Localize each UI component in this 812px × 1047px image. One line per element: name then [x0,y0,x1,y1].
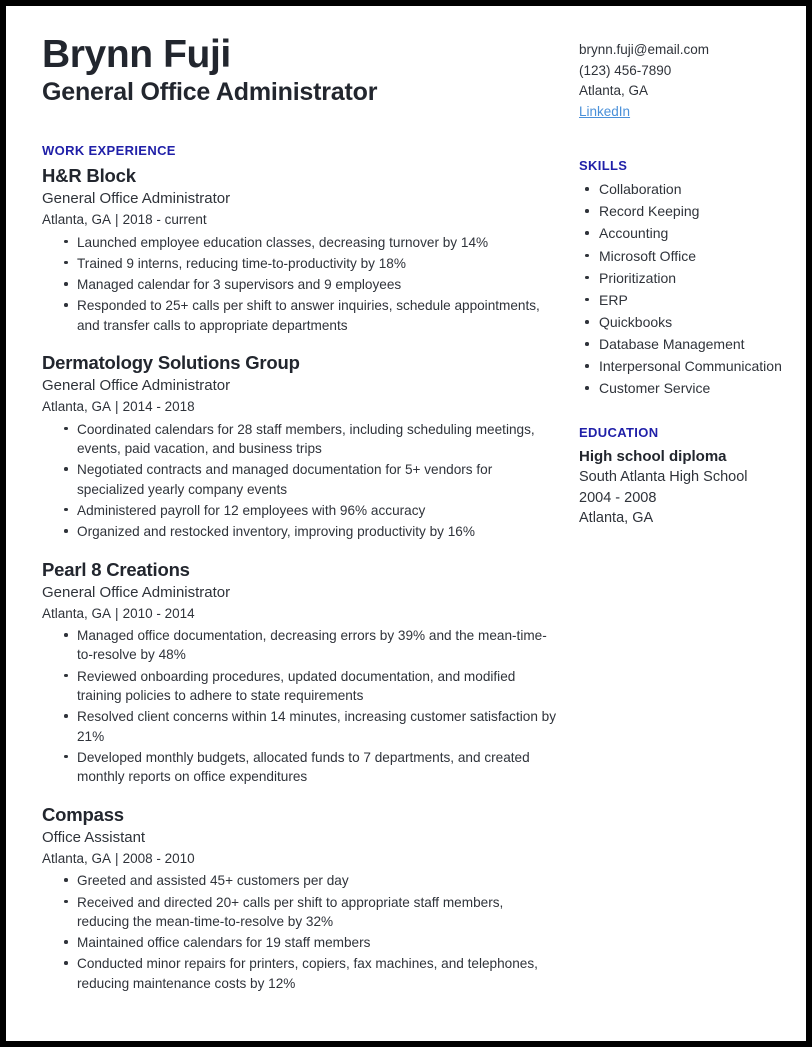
job-role: General Office Administrator [42,377,231,395]
job-role: Office Assistant [42,828,146,846]
job-bullet-list [42,871,557,993]
job-company: H&R Block [42,164,136,186]
skill-item: Interpersonal Communication [579,356,794,376]
job-bullet: Reviewed onboarding procedures, updated documentation, and modified training policies to adhere to state requirements [42,667,557,706]
section-heading-skills: SKILLS [579,158,628,174]
skill-item: Accounting [579,223,794,243]
job-bullet: Conducted minor repairs for printers, copiers, fax machines, and telephones, reducing maintenance costs by 12% [42,954,557,993]
job-company: Dermatology Solutions Group [42,352,300,374]
skill-item: Prioritization [579,268,794,288]
job-bullet: Administered payroll for 12 employees with 96% accuracy [42,501,557,520]
skill-item: Record Keeping [579,201,794,221]
section-heading-work-experience: WORK EXPERIENCE [42,142,176,158]
job-meta [42,397,557,417]
section-heading-education: EDUCATION [579,424,659,440]
job-company: Compass [42,803,124,825]
job-bullet-list [42,626,557,786]
education-section [579,425,794,530]
education-location: Atlanta, GA [579,510,654,527]
job-bullet: Coordinated calendars for 28 staff members, including scheduling meetings, events, paid vacation, and business trips [42,420,557,459]
skill-item: Customer Service [579,378,794,398]
contact-location: Atlanta, GA [579,83,649,99]
job-meta-separator: | [115,211,119,227]
job-bullet: Negotiated contracts and managed documentation for 5+ vendors for specialized yearly company events [42,460,557,499]
job-role: General Office Administrator [42,189,231,207]
job-dates: 2008 - 2010 [122,850,195,866]
job-location: Atlanta, GA [42,399,112,415]
job-bullet-list [42,233,557,335]
job-meta-separator: | [115,605,119,621]
job-location: Atlanta, GA [42,850,112,866]
job-bullet: Managed office documentation, decreasing errors by 39% and the mean-time-to-resolve by 48% [42,626,557,665]
education-school: South Atlanta High School [579,468,748,485]
job-dates: 2010 - 2014 [122,605,195,621]
job-meta [42,210,557,230]
job-bullet: Trained 9 interns, reducing time-to-productivity by 18% [42,254,557,273]
job-role: General Office Administrator [42,583,231,601]
job-entry [42,803,557,993]
job-bullet: Organized and restocked inventory, improving productivity by 16% [42,522,557,541]
job-dates: 2014 - 2018 [122,399,195,415]
resume-columns [42,33,782,995]
resume-header [42,34,557,107]
contact-email[interactable]: brynn.fuji@email.com [579,42,709,57]
education-dates: 2004 - 2008 [579,489,657,506]
job-bullet-list [42,420,557,542]
job-bullet: Greeted and assisted 45+ customers per day [42,871,557,890]
job-entry [42,164,557,335]
skills-section [579,158,794,399]
job-meta-separator: | [115,399,119,415]
job-bullet: Resolved client concerns within 14 minutes, increasing customer satisfaction by 21% [42,707,557,746]
work-experience-section [42,143,557,993]
resume-main-column [42,34,557,995]
job-dates: 2018 - current [122,211,207,227]
skill-item: Database Management [579,334,794,354]
job-company: Pearl 8 Creations [42,558,190,580]
job-entry [42,558,557,787]
education-degree: High school diploma [579,447,727,465]
skill-item: Quickbooks [579,312,794,332]
job-meta [42,849,557,869]
job-bullet: Responded to 25+ calls per shift to answer inquiries, schedule appointments, and transfer calls to appropriate departments [42,296,557,335]
job-meta [42,604,557,624]
resume-sheet [6,6,806,1041]
contact-phone[interactable]: (123) 456-7890 [579,62,672,78]
job-bullet: Developed monthly budgets, allocated funds to 7 departments, and created monthly reports on office expenditures [42,748,557,787]
candidate-name: Brynn Fuji [42,33,231,76]
candidate-job-title: General Office Administrator [42,78,378,107]
job-entry [42,351,557,541]
job-location: Atlanta, GA [42,605,112,621]
job-meta-separator: | [115,850,119,866]
resume-side-column [557,34,794,529]
job-bullet: Received and directed 20+ calls per shift to appropriate staff members, reducing the mean-time-to-resolve by 32% [42,893,557,932]
skill-item: ERP [579,290,794,310]
job-bullet: Maintained office calendars for 19 staff members [42,933,557,952]
education-entry [579,446,794,530]
job-location: Atlanta, GA [42,211,112,227]
linkedin-link[interactable]: LinkedIn [579,103,631,119]
skill-item: Collaboration [579,179,794,199]
skills-list [579,179,794,399]
job-bullet: Launched employee education classes, decreasing turnover by 14% [42,233,557,252]
job-bullet: Managed calendar for 3 supervisors and 9 employees [42,275,557,294]
contact-block [579,34,794,122]
skill-item: Microsoft Office [579,246,794,266]
